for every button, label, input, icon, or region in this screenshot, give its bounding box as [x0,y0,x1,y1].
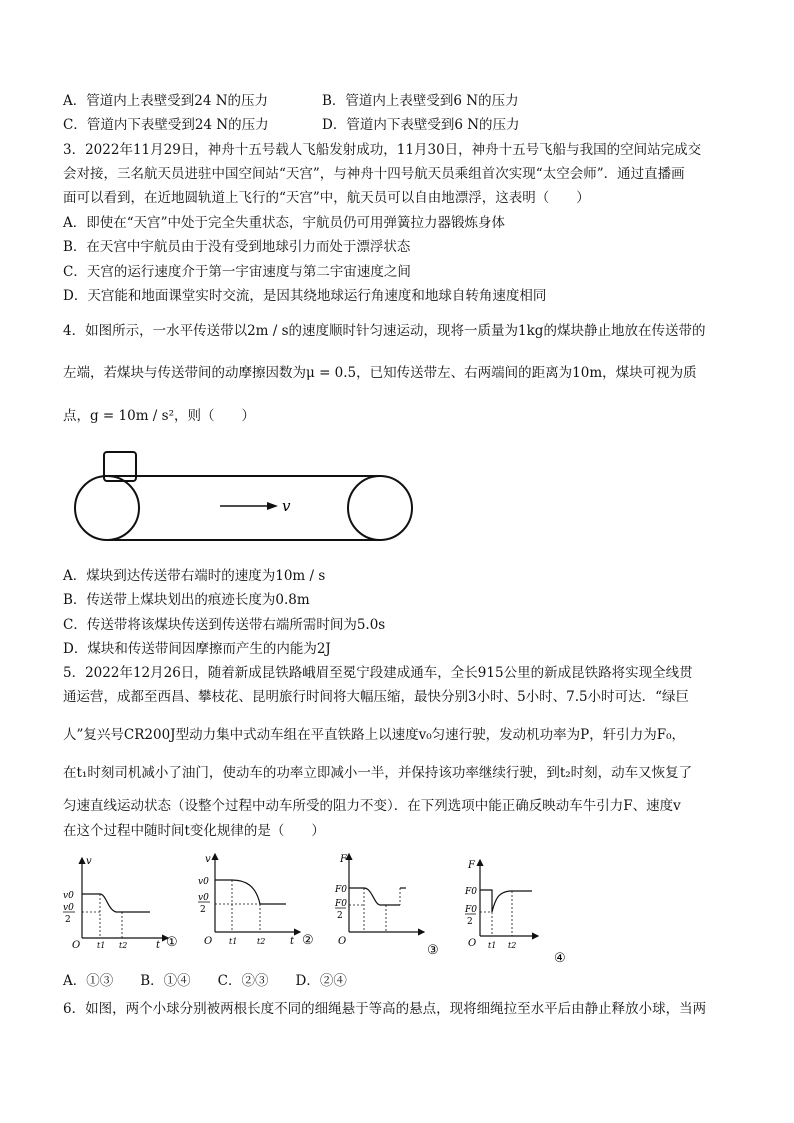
graph-2-number: ② [302,933,314,948]
graph-1-t-axis: t [156,940,161,951]
q4-option-d: D．煤块和传送带间因摩擦而产生的内能为2J [63,641,331,657]
graph-4-F-axis: F [468,860,475,871]
graph-1-half-num: v0 [63,903,74,913]
q5-options: A．①③ B．①④ C．②③ D．②④ [63,973,347,989]
graph-1-v0: v0 [63,891,74,901]
graph-1-half-den: 2 [65,915,71,925]
q2-option-a: A．管道内上表壁受到24 N的压力 [63,93,269,109]
q4-stem-line-3: 点，g = 10m / s²，则（ ） [63,408,255,424]
q4-stem-line-1: 4．如图所示，一水平传送带以2m / s的速度顺时针匀速运动，现将一质量为1kg的煤块静止地放在传送带的 [63,323,706,339]
graph-1-number: ① [166,935,178,950]
graph-2-origin: O [204,936,213,947]
graph-2 [198,854,314,948]
graph-1-v-axis: v [86,856,92,867]
graph-1-origin: O [72,940,81,951]
graph-4-half-den: 2 [467,917,473,927]
q6-stem-line-1: 6．如图，两个小球分别被两根长度不同的细绳悬于等高的悬点，现将细绳拉至水平后由静止释放小球，当两 [63,1001,707,1017]
graph-3-F0: F0 [335,885,347,895]
left-pulley [75,476,139,540]
graph-4-number: ④ [554,951,566,966]
q5-graphs [60,850,590,966]
q4-option-a: A．煤块到达传送带右端时的速度为10m / s [63,568,326,584]
graph-2-half-num: v0 [198,893,209,903]
graph-3-F-axis: F [340,854,347,865]
q5-stem-line-1: 5．2022年12月26日，随着新成昆铁路峨眉至冕宁段建成通车，全长915公里的新成昆铁路将实现全线贯 [63,665,693,681]
graph-2-t1: t1 [229,937,238,946]
graph-3-number: ③ [427,943,439,958]
q5-stem-line-2: 通运营，成都至西昌、攀枝花、昆明旅行时间将大幅压缩，最快分别3小时、5小时、7.5小时可达．“绿巨 [63,689,690,705]
graph-3 [334,854,439,958]
q2-option-d: D．管道内下表壁受到6 N的压力 [322,117,520,133]
graph-4-t2: t2 [508,941,517,950]
graph-2-t-axis: t [290,936,295,947]
graph-3-origin: O [338,936,347,947]
q3-stem-line-1: 3．2022年11月29日，神舟十五号载人飞船发射成功，11月30日，神舟十五号飞船与我国的空间站完成交 [63,142,702,158]
q4-stem-line-2: 左端，若煤块与传送带间的动摩擦因数为μ = 0.5，已知传送带左、右两端间的距离为10m，煤块可视为质 [63,365,697,381]
graph-4-origin: O [468,938,477,949]
q3-option-a: A．即使在“天宫”中处于完全失重状态，宇航员仍可用弹簧拉力器锻炼身体 [63,215,506,231]
conveyor-belt-figure [70,450,415,552]
graph-4-t1: t1 [488,941,497,950]
q4-option-b: B．传送带上煤块划出的痕迹长度为0.8m [63,592,310,608]
q5-stem-line-4: 在t₁时刻司机减小了油门，使动车的功率立即减小一半，并保持该功率继续行驶，到t₂时刻，动车又恢复了 [63,765,693,781]
right-pulley [348,476,412,540]
graph-3-half-num: F0 [335,899,347,909]
q3-stem-line-2: 会对接，三名航天员进驻中国空间站“天宫”，与神舟十四号航天员乘组首次实现“太空会师”．通过直播画 [63,166,685,182]
graph-3-half-den: 2 [337,911,343,921]
graph-4 [464,860,566,966]
q4-option-c: C．传送带将该煤块传送到传送带右端所需时间为5.0s [63,617,386,633]
graph-1-t2: t2 [119,941,128,950]
graph-4-F0: F0 [465,887,477,897]
q5-stem-line-5: 匀速直线运动状态（设整个过程中动车所受的阻力不变）．在下列选项中能正确反映动车牛引力F、速度v [63,798,681,814]
q3-stem-line-3: 面可以看到，在近地圆轨道上飞行的“天宫”中，航天员可以自由地漂浮，这表明（ ） [63,190,590,206]
graph-2-half-den: 2 [200,905,206,915]
q3-option-b: B．在天宫中宇航员由于没有受到地球引力而处于漂浮状态 [63,239,411,255]
velocity-label: v [282,497,291,515]
q3-option-d: D．天宫能和地面课堂实时交流，是因其绕地球运行角速度和地球自转角速度相同 [63,288,547,304]
graph-2-t2: t2 [257,937,266,946]
graph-4-half-num: F0 [465,905,477,915]
q5-stem-line-6: 在这个过程中随时间t变化规律的是（ ） [63,823,325,839]
q5-stem-line-3: 人”复兴号CR200J型动力集中式动车组在平直铁路上以速度v₀匀速行驶，发动机功率为P，轩引力为F₀， [63,727,685,743]
q3-option-c: C．天宫的运行速度介于第一宇宙速度与第二宇宙速度之间 [63,264,411,280]
arrow-head [267,502,278,510]
graph-2-v0: v0 [198,877,209,887]
graph-1-t1: t1 [97,941,106,950]
q2-option-c: C．管道内下表壁受到24 N的压力 [63,117,269,133]
graph-2-v-axis: v [205,854,211,865]
graph-1 [63,856,178,951]
q2-option-b: B．管道内上表壁受到6 N的压力 [322,93,519,109]
